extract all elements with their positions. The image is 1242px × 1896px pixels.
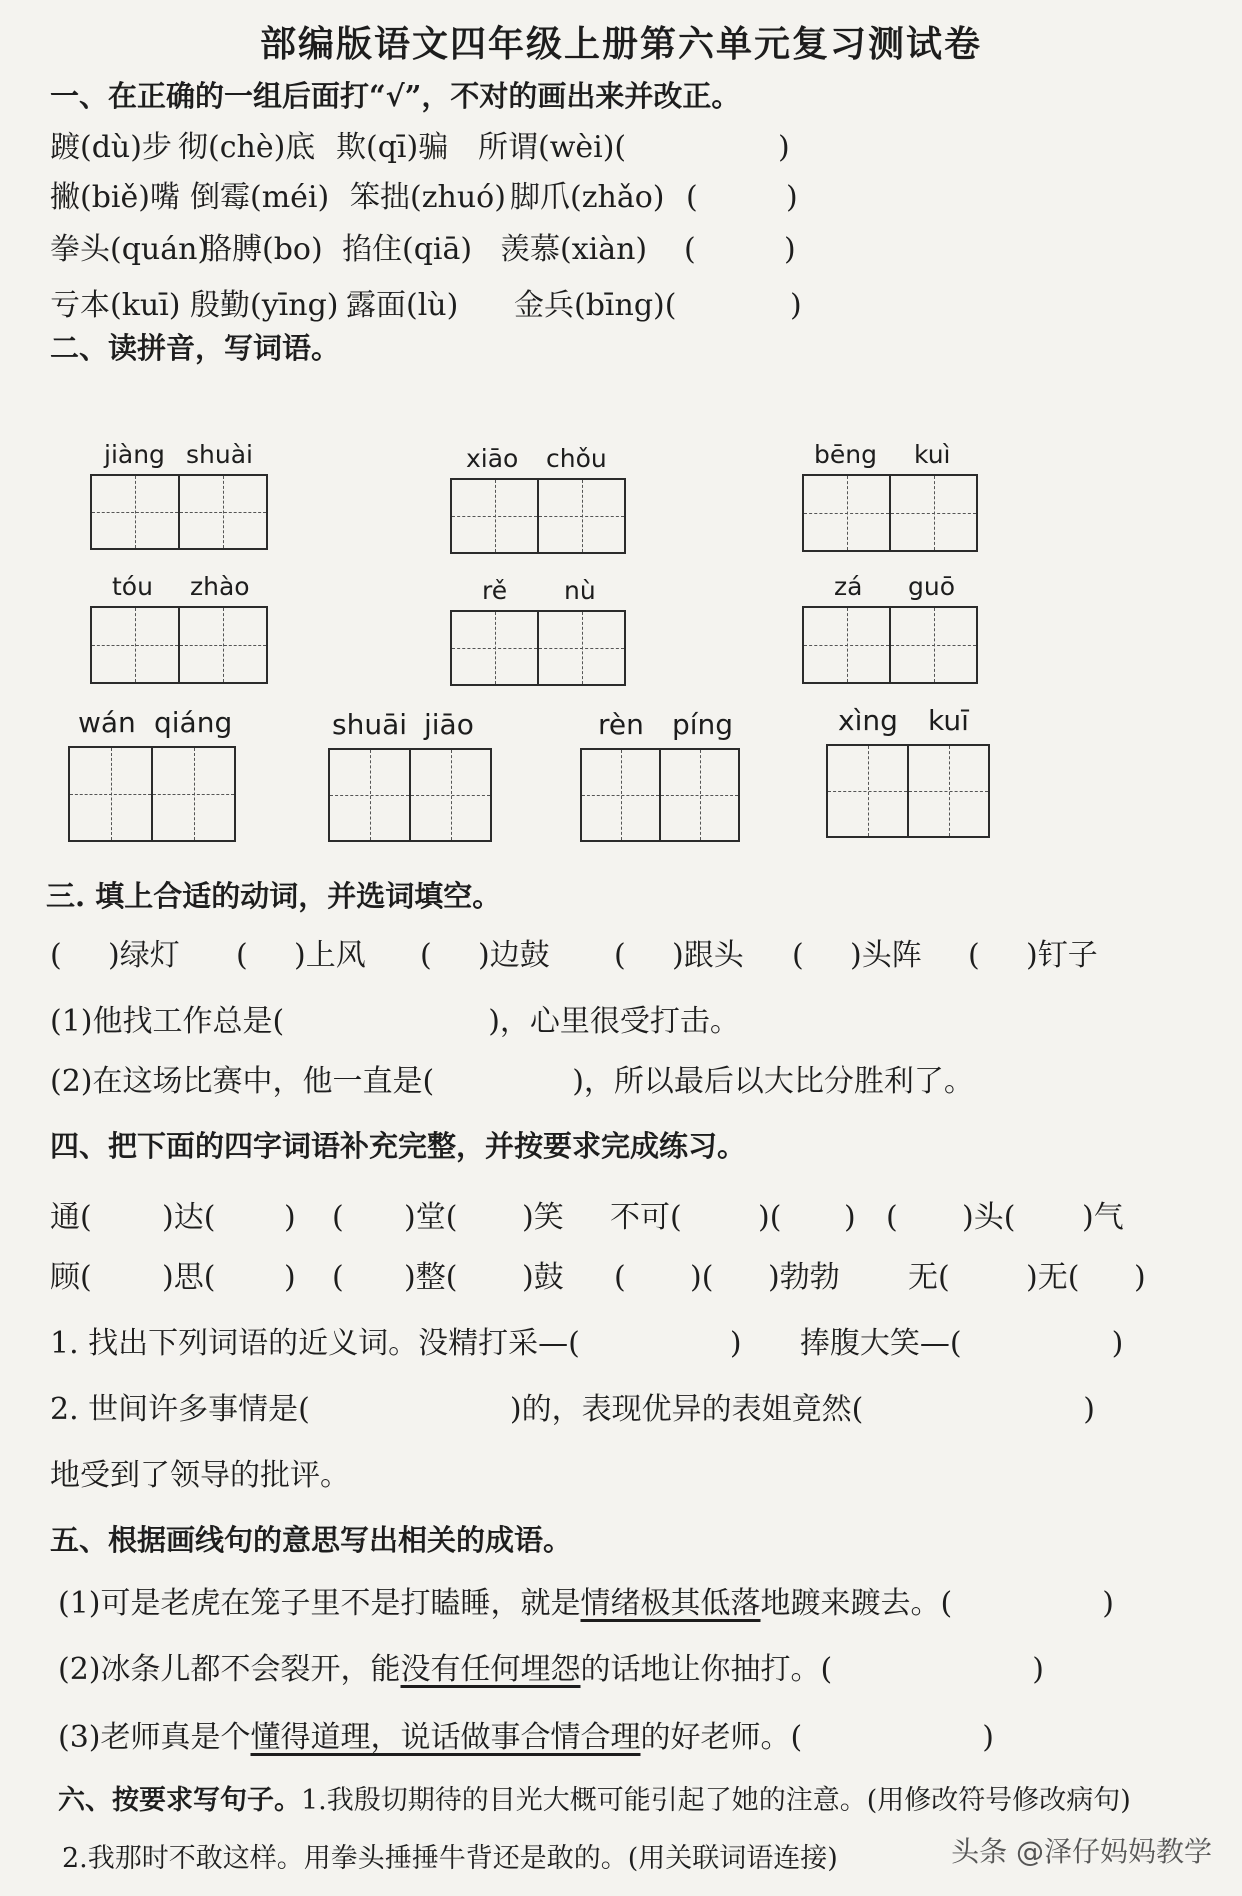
- s4-q2-text: )的，表现优异的表姐竟然(: [509, 1392, 864, 1427]
- s5-q3-text: (3)老师真是个: [58, 1720, 251, 1755]
- s4-text: (: [614, 1260, 626, 1295]
- s1-word: 亏本(kuī): [50, 288, 181, 323]
- writing-grid[interactable]: [68, 746, 236, 842]
- s4-text: )(: [690, 1260, 714, 1295]
- section-6-heading: 六、按要求写句子。: [58, 1785, 301, 1816]
- s3-question-2: [50, 1056, 974, 1100]
- s5-q1-text: 地踱来踱去。(: [760, 1586, 953, 1621]
- pinyin-label: píng: [672, 708, 734, 741]
- s1-word: 笨拙(zhuó): [350, 180, 506, 215]
- s4-row-1: [50, 1192, 1124, 1236]
- pinyin-group: [580, 708, 750, 844]
- s6-line-1: [58, 1778, 1131, 1817]
- s4-text: (: [332, 1200, 344, 1235]
- s4-text: (: [886, 1200, 898, 1235]
- pinyin-label: xiāo: [466, 444, 519, 473]
- pinyin-label: kuì: [914, 440, 951, 469]
- writing-grid[interactable]: [450, 610, 626, 686]
- s3-blank-open[interactable]: (: [792, 938, 804, 973]
- pinyin-group: [450, 444, 630, 554]
- s4-q1-text: ): [729, 1326, 742, 1361]
- s5-q3-underlined: 懂得道理，说话做事合情合理: [250, 1720, 641, 1755]
- s5-q2-text: (2)冰条儿都不会裂开，能: [58, 1652, 401, 1687]
- s1-word: ): [786, 180, 798, 215]
- pinyin-label: xìng: [838, 704, 898, 737]
- s5-question-2: [58, 1644, 1044, 1688]
- s3-q2-text: (2)在这场比赛中，他一直是(: [50, 1064, 435, 1099]
- s6-question-2: 2.我那时不敢这样。用拳头捶捶牛背还是敢的。(用关联词语连接): [62, 1843, 838, 1874]
- s4-text: 无(: [908, 1260, 950, 1295]
- s1-word: 欺(qī)骗: [336, 130, 449, 165]
- pinyin-group: [826, 704, 996, 840]
- s5-question-3: [58, 1712, 994, 1756]
- pinyin-label: shuāi: [332, 708, 408, 741]
- pinyin-label: shuài: [186, 440, 253, 469]
- pinyin-label: bēng: [814, 440, 877, 469]
- pinyin-label: rě: [482, 576, 508, 605]
- s1-row-2: [50, 172, 798, 216]
- s5-question-1: [58, 1578, 1114, 1622]
- s5-q1-text: ): [1102, 1586, 1114, 1621]
- writing-grid[interactable]: [802, 474, 978, 552]
- s4-text: )笑: [522, 1200, 564, 1235]
- s1-word: (: [684, 232, 696, 267]
- s1-word: ): [790, 288, 802, 323]
- s3-q1-text: )，心里很受打击。: [488, 1004, 740, 1039]
- section-2-heading: 二、读拼音，写词语。: [50, 331, 341, 365]
- s5-q2-underlined: 没有任何埋怨: [400, 1652, 581, 1687]
- s3-blank-open[interactable]: (: [614, 938, 626, 973]
- s4-q1-text: ): [1111, 1326, 1124, 1361]
- s3-blank-open[interactable]: (: [968, 938, 980, 973]
- s1-word: 踱(dù)步: [50, 130, 172, 165]
- s4-text: )(: [758, 1200, 782, 1235]
- s4-row-2: [50, 1252, 1146, 1296]
- s4-text: )头(: [962, 1200, 1016, 1235]
- pinyin-group: [450, 576, 630, 686]
- s1-word: 露面(lù): [346, 288, 459, 323]
- s5-q1-underlined: 情绪极其低落: [580, 1586, 761, 1621]
- s4-text: ): [284, 1260, 296, 1295]
- s4-text: 不可(: [610, 1200, 682, 1235]
- section-4-heading: 四、把下面的四字词语补充完整，并按要求完成练习。: [50, 1129, 747, 1163]
- s4-question-2-cont: 地受到了领导的批评。: [50, 1458, 350, 1493]
- s1-word: 殷勤(yīng): [190, 288, 339, 323]
- s4-question-2: [50, 1384, 1095, 1428]
- s3-word: )跟头: [672, 938, 744, 973]
- s1-word: (: [686, 180, 698, 215]
- section-1-heading: 一、在正确的一组后面打“√”，不对的画出来并改正。: [50, 79, 741, 113]
- section-3-heading: 三. 填上合适的动词，并选词填空。: [46, 879, 502, 913]
- pinyin-label: zhào: [190, 572, 250, 601]
- pinyin-group: [90, 572, 270, 684]
- s3-blank-open[interactable]: (: [236, 938, 248, 973]
- s1-word: 拳头(quán): [50, 232, 210, 267]
- s1-word: ): [778, 130, 790, 165]
- s4-q1-text: 捧腹大笑—(: [799, 1326, 962, 1361]
- writing-grid[interactable]: [90, 606, 268, 684]
- s3-verb-row: [50, 930, 1098, 974]
- s4-q1-text: 1. 找出下列词语的近义词。没精打采—(: [50, 1326, 580, 1361]
- s4-text: 通(: [50, 1200, 92, 1235]
- writing-grid[interactable]: [802, 606, 978, 684]
- pinyin-group: [68, 706, 240, 842]
- s4-text: )气: [1082, 1200, 1124, 1235]
- pinyin-label: chǒu: [546, 444, 607, 473]
- writing-grid[interactable]: [90, 474, 268, 550]
- s4-text: 顾(: [50, 1260, 92, 1295]
- s4-text: )鼓: [522, 1260, 564, 1295]
- s1-word: 金兵(bīng)(: [514, 288, 677, 323]
- s1-word: 胳膊(bo): [202, 232, 323, 267]
- s1-row-3: [50, 224, 796, 268]
- pinyin-label: guō: [908, 572, 956, 601]
- s3-question-1: [50, 996, 740, 1040]
- s1-row-1: [50, 122, 790, 166]
- s1-word: 掐住(qiā): [342, 232, 473, 267]
- s1-word: ): [784, 232, 796, 267]
- s3-word: )头阵: [850, 938, 922, 973]
- s3-word: )上风: [294, 938, 366, 973]
- pinyin-label: tóu: [112, 572, 153, 601]
- s3-blank-open[interactable]: (: [50, 938, 62, 973]
- s4-text: ): [284, 1200, 296, 1235]
- s5-q2-text: ): [1032, 1652, 1044, 1687]
- s1-word: 倒霉(méi): [190, 180, 330, 215]
- s4-text: )无(: [1026, 1260, 1080, 1295]
- page-title: 部编版语文四年级上册第六单元复习测试卷: [259, 23, 982, 65]
- s4-text: )堂(: [404, 1200, 458, 1235]
- pinyin-label: kuī: [928, 704, 969, 737]
- s4-text: (: [332, 1260, 344, 1295]
- s3-q2-text: )，所以最后以大比分胜利了。: [572, 1064, 974, 1099]
- s1-word: 所谓(wèi)(: [478, 130, 627, 165]
- s5-q3-text: 的好老师。(: [640, 1720, 803, 1755]
- pinyin-label: jiāo: [424, 708, 474, 741]
- s4-text: )达(: [162, 1200, 216, 1235]
- pinyin-group: [802, 440, 982, 550]
- writing-grid[interactable]: [826, 744, 990, 838]
- pinyin-label: nù: [564, 576, 596, 605]
- pinyin-label: wán: [78, 706, 136, 739]
- s5-q2-text: 的话地让你抽打。(: [580, 1652, 833, 1687]
- s3-word: )绿灯: [108, 938, 180, 973]
- s4-question-1: [50, 1318, 1123, 1362]
- s3-word: )边鼓: [478, 938, 550, 973]
- s4-q2-text: 2. 世间许多事情是(: [50, 1392, 310, 1427]
- section-5-heading: 五、根据画线句的意思写出相关的成语。: [50, 1523, 573, 1557]
- pinyin-label: zá: [834, 572, 863, 601]
- watermark: 头条 @泽仔妈妈教学: [951, 1835, 1212, 1868]
- s3-blank-open[interactable]: (: [420, 938, 432, 973]
- s4-text: )整(: [404, 1260, 458, 1295]
- writing-grid[interactable]: [450, 478, 626, 554]
- pinyin-label: qiáng: [154, 706, 233, 739]
- pinyin-group: [802, 572, 982, 684]
- writing-grid[interactable]: [580, 748, 740, 842]
- pinyin-group: [90, 440, 270, 550]
- s1-word: 羡慕(xiàn): [500, 232, 648, 267]
- pinyin-label: rèn: [598, 708, 644, 741]
- s4-text: )勃勃: [768, 1260, 840, 1295]
- s4-q2-text: ): [1083, 1392, 1096, 1427]
- s4-text: ): [1134, 1260, 1146, 1295]
- s5-q1-text: (1)可是老虎在笼子里不是打瞌睡，就是: [58, 1586, 581, 1621]
- s1-row-4: [50, 280, 802, 324]
- writing-grid[interactable]: [328, 748, 492, 842]
- s6-question-1: 1.我殷切期待的目光大概可能引起了她的注意。(用修改符号修改病句): [301, 1785, 1131, 1816]
- s1-word: 彻(chè)底: [178, 130, 316, 165]
- s4-text: ): [844, 1200, 856, 1235]
- s5-q3-text: ): [982, 1720, 994, 1755]
- s1-word: 脚爪(zhǎo): [510, 180, 665, 215]
- s4-text: )思(: [162, 1260, 216, 1295]
- pinyin-label: jiàng: [104, 440, 165, 469]
- s3-word: )钉子: [1026, 938, 1098, 973]
- pinyin-group: [328, 708, 500, 844]
- s3-q1-text: (1)他找工作总是(: [50, 1004, 285, 1039]
- s1-word: 撇(biě)嘴: [50, 180, 180, 215]
